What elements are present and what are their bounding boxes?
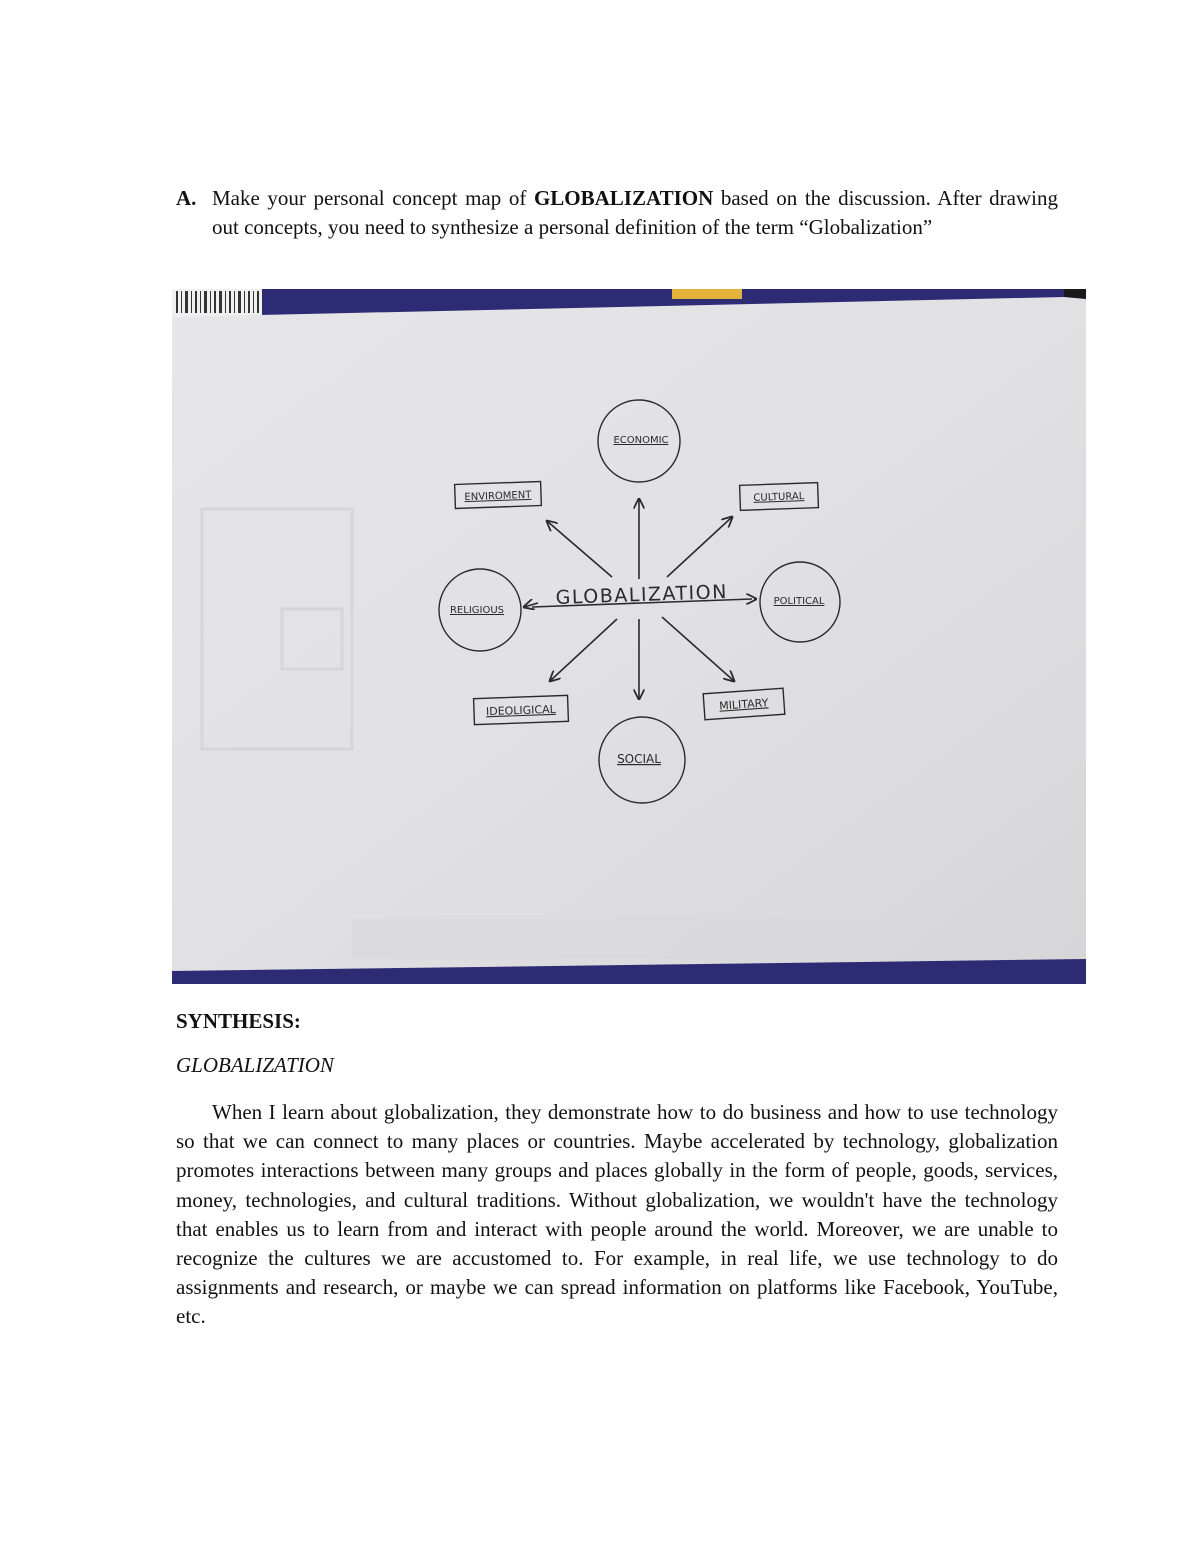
cultural-label: CULTURAL — [753, 491, 805, 504]
paper-sheet — [172, 297, 1086, 971]
economic-label: ECONOMIC — [613, 435, 669, 446]
religious-label: RELIGIOUS — [449, 605, 505, 616]
social-label: SOCIAL — [617, 752, 661, 766]
instruction-block — [176, 184, 1058, 242]
synthesis-body: When I learn about globalization, they demonstrate how to do business and how to use technology so that we can connect to many places or countries. Maybe accelerated by technology, globalization promotes interactions between many groups and places globally in the form of people, goods, services, money, technologies, and cultural traditions. Without globalization, we wouldn't have the technology that enables us to learn from and interact with people around the world. Moreover, we are unable to recognize the cultures we are accustomed to. For example, in real life, we use technology to do assignments and research, or maybe we can spread information on platforms like Facebook, YouTube, etc. — [176, 1100, 1058, 1329]
synthesis-heading: SYNTHESIS: — [176, 1009, 301, 1033]
instruction-text: Make your personal concept map of GLOBALIZATION based on the discussion. After drawing out concepts, you need to synthesize a personal definition of the term “Globalization” — [212, 186, 1058, 239]
ideological-label: IDEOLIGICAL — [485, 702, 556, 719]
political-label: POLITICAL — [773, 596, 825, 607]
instruction-bold-term: GLOBALIZATION — [533, 186, 714, 210]
environment-label: ENVIROMENT — [464, 489, 532, 504]
synthesis-title: GLOBALIZATION — [176, 1053, 334, 1077]
center-label: GLOBALIZATION — [555, 581, 729, 610]
concept-map-photo — [172, 289, 1086, 984]
military-label: MILITARY — [718, 696, 769, 713]
concept-map-drawing — [172, 289, 1086, 984]
instruction-label: A. — [176, 186, 197, 210]
barcode — [172, 289, 262, 317]
